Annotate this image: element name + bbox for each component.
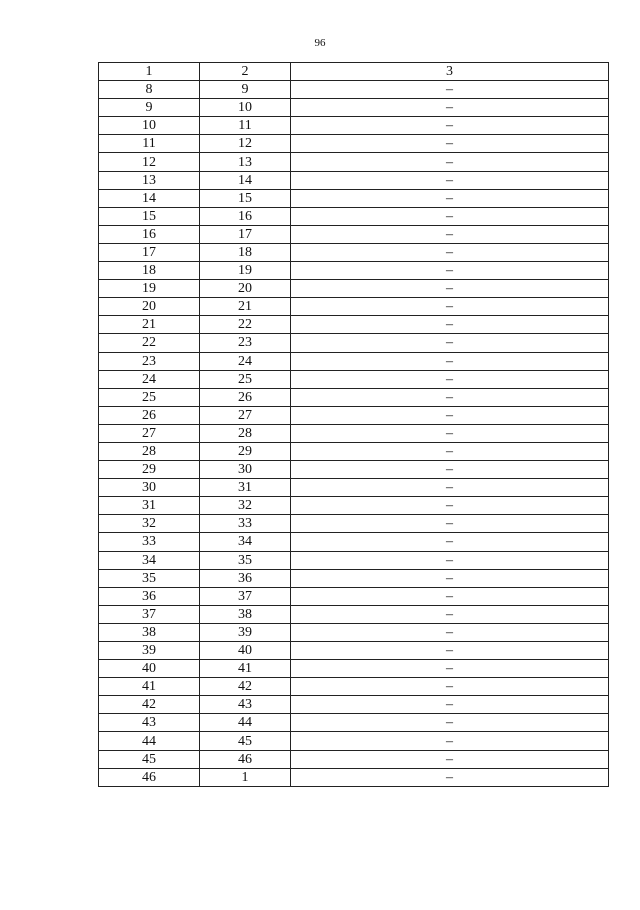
table-cell-col-3: – — [291, 316, 609, 334]
table-cell-col-3: – — [291, 533, 609, 551]
table-row — [99, 81, 609, 99]
table-cell-col-3: – — [291, 678, 609, 696]
table-row — [99, 135, 609, 153]
page-number: 96 — [314, 37, 326, 49]
table-row — [99, 316, 609, 334]
table-cell-col-1: 23 — [99, 352, 200, 370]
table-row — [99, 334, 609, 352]
table-cell-col-3: – — [291, 660, 609, 678]
table-row — [99, 280, 609, 298]
table-cell-col-1: 31 — [99, 497, 200, 515]
table-cell-col-1: 22 — [99, 334, 200, 352]
table-cell-col-1: 39 — [99, 642, 200, 660]
table-row — [99, 696, 609, 714]
table-cell-col-3: – — [291, 714, 609, 732]
table-cell-col-2: 46 — [200, 750, 291, 768]
table-cell-col-1: 37 — [99, 605, 200, 623]
table-cell-col-2: 12 — [200, 135, 291, 153]
table-cell-col-2: 19 — [200, 262, 291, 280]
table-cell-col-3: – — [291, 81, 609, 99]
table-body — [99, 81, 609, 787]
table-cell-col-3: – — [291, 370, 609, 388]
table-cell-col-3: – — [291, 334, 609, 352]
table-cell-col-3: – — [291, 352, 609, 370]
table-cell-col-3: – — [291, 623, 609, 641]
table-cell-col-3: – — [291, 750, 609, 768]
table-row — [99, 243, 609, 261]
table-cell-col-3: – — [291, 497, 609, 515]
table-cell-col-3: – — [291, 388, 609, 406]
table-cell-col-1: 36 — [99, 587, 200, 605]
table-row — [99, 424, 609, 442]
table-cell-col-2: 39 — [200, 623, 291, 641]
table-cell-col-2: 37 — [200, 587, 291, 605]
table-cell-col-1: 27 — [99, 424, 200, 442]
table-row — [99, 153, 609, 171]
table-cell-col-1: 42 — [99, 696, 200, 714]
table-cell-col-1: 18 — [99, 262, 200, 280]
table-cell-col-1: 46 — [99, 768, 200, 786]
table-row — [99, 497, 609, 515]
table-row — [99, 99, 609, 117]
table-cell-col-1: 12 — [99, 153, 200, 171]
table-cell-col-2: 10 — [200, 99, 291, 117]
table-row — [99, 515, 609, 533]
table-cell-col-3: – — [291, 153, 609, 171]
table-cell-col-2: 15 — [200, 189, 291, 207]
table-cell-col-3: – — [291, 117, 609, 135]
table-cell-col-3: – — [291, 298, 609, 316]
table-cell-col-1: 40 — [99, 660, 200, 678]
table-row — [99, 388, 609, 406]
table-cell-col-2: 1 — [200, 768, 291, 786]
table-cell-col-1: 14 — [99, 189, 200, 207]
table-cell-col-3: – — [291, 551, 609, 569]
table-cell-col-2: 21 — [200, 298, 291, 316]
table-cell-col-2: 22 — [200, 316, 291, 334]
table-cell-col-3: – — [291, 605, 609, 623]
table-cell-col-3: – — [291, 696, 609, 714]
table-cell-col-2: 42 — [200, 678, 291, 696]
table-cell-col-1: 15 — [99, 207, 200, 225]
table-cell-col-3: – — [291, 424, 609, 442]
table-cell-col-1: 24 — [99, 370, 200, 388]
table-cell-col-1: 32 — [99, 515, 200, 533]
table-cell-col-2: 36 — [200, 569, 291, 587]
table-cell-col-3: – — [291, 732, 609, 750]
table-row — [99, 732, 609, 750]
table-cell-col-3: – — [291, 587, 609, 605]
table-cell-col-1: 13 — [99, 171, 200, 189]
table-cell-col-1: 28 — [99, 442, 200, 460]
table-cell-col-2: 32 — [200, 497, 291, 515]
table-row — [99, 442, 609, 460]
table-cell-col-3: – — [291, 189, 609, 207]
table-cell-col-2: 31 — [200, 479, 291, 497]
table-cell-col-2: 43 — [200, 696, 291, 714]
table-row — [99, 189, 609, 207]
table-cell-col-1: 35 — [99, 569, 200, 587]
table-row — [99, 117, 609, 135]
table-cell-col-3: – — [291, 442, 609, 460]
table-cell-col-3: – — [291, 768, 609, 786]
table-cell-col-2: 9 — [200, 81, 291, 99]
table-cell-col-2: 29 — [200, 442, 291, 460]
table-cell-col-1: 20 — [99, 298, 200, 316]
table-cell-col-1: 17 — [99, 243, 200, 261]
table-cell-col-3: – — [291, 262, 609, 280]
table-row — [99, 714, 609, 732]
table-cell-col-2: 35 — [200, 551, 291, 569]
table-cell-col-1: 25 — [99, 388, 200, 406]
table-cell-col-3: – — [291, 207, 609, 225]
table-cell-col-1: 33 — [99, 533, 200, 551]
table-cell-col-2: 11 — [200, 117, 291, 135]
table-cell-col-2: 18 — [200, 243, 291, 261]
table-row — [99, 660, 609, 678]
table-cell-col-2: 17 — [200, 225, 291, 243]
table-cell-col-2: 28 — [200, 424, 291, 442]
table-cell-col-1: 10 — [99, 117, 200, 135]
table-cell-col-2: 41 — [200, 660, 291, 678]
table-cell-col-1: 30 — [99, 479, 200, 497]
table-cell-col-1: 8 — [99, 81, 200, 99]
table-cell-col-2: 16 — [200, 207, 291, 225]
column-header-1: 1 — [99, 63, 200, 81]
data-table — [98, 62, 609, 787]
table-row — [99, 605, 609, 623]
table-cell-col-1: 29 — [99, 461, 200, 479]
table-row — [99, 406, 609, 424]
table-cell-col-2: 33 — [200, 515, 291, 533]
table-cell-col-1: 44 — [99, 732, 200, 750]
table-cell-col-1: 43 — [99, 714, 200, 732]
table-row — [99, 298, 609, 316]
table-cell-col-2: 34 — [200, 533, 291, 551]
table-row — [99, 370, 609, 388]
table-cell-col-3: – — [291, 569, 609, 587]
table-cell-col-2: 24 — [200, 352, 291, 370]
column-header-2: 2 — [200, 63, 291, 81]
table-cell-col-2: 26 — [200, 388, 291, 406]
table-cell-col-2: 40 — [200, 642, 291, 660]
table-cell-col-3: – — [291, 280, 609, 298]
table-cell-col-1: 11 — [99, 135, 200, 153]
table-row — [99, 225, 609, 243]
table-cell-col-3: – — [291, 642, 609, 660]
table-cell-col-2: 14 — [200, 171, 291, 189]
table-row — [99, 207, 609, 225]
table-cell-col-1: 41 — [99, 678, 200, 696]
table-cell-col-1: 19 — [99, 280, 200, 298]
table-header-row — [99, 63, 609, 81]
table-row — [99, 352, 609, 370]
table-cell-col-2: 25 — [200, 370, 291, 388]
table-row — [99, 479, 609, 497]
table-cell-col-1: 16 — [99, 225, 200, 243]
table-cell-col-3: – — [291, 135, 609, 153]
table-cell-col-2: 23 — [200, 334, 291, 352]
table-cell-col-2: 45 — [200, 732, 291, 750]
table-row — [99, 533, 609, 551]
table-cell-col-3: – — [291, 461, 609, 479]
table-cell-col-2: 27 — [200, 406, 291, 424]
table-cell-col-1: 45 — [99, 750, 200, 768]
table-cell-col-1: 21 — [99, 316, 200, 334]
table-cell-col-3: – — [291, 515, 609, 533]
table-cell-col-2: 30 — [200, 461, 291, 479]
table-row — [99, 262, 609, 280]
table-cell-col-3: – — [291, 99, 609, 117]
table-cell-col-2: 44 — [200, 714, 291, 732]
column-header-3: 3 — [291, 63, 609, 81]
table-row — [99, 551, 609, 569]
table-cell-col-3: – — [291, 479, 609, 497]
table-row — [99, 587, 609, 605]
table-row — [99, 768, 609, 786]
table-cell-col-3: – — [291, 171, 609, 189]
table-cell-col-2: 38 — [200, 605, 291, 623]
table-cell-col-1: 26 — [99, 406, 200, 424]
table-cell-col-3: – — [291, 225, 609, 243]
table-row — [99, 569, 609, 587]
table-row — [99, 623, 609, 641]
table-cell-col-1: 38 — [99, 623, 200, 641]
table-row — [99, 461, 609, 479]
table-cell-col-1: 34 — [99, 551, 200, 569]
table-cell-col-1: 9 — [99, 99, 200, 117]
table-cell-col-2: 13 — [200, 153, 291, 171]
table-row — [99, 171, 609, 189]
table-row — [99, 642, 609, 660]
table-cell-col-3: – — [291, 406, 609, 424]
table-cell-col-2: 20 — [200, 280, 291, 298]
table-row — [99, 678, 609, 696]
table-row — [99, 750, 609, 768]
table-cell-col-3: – — [291, 243, 609, 261]
